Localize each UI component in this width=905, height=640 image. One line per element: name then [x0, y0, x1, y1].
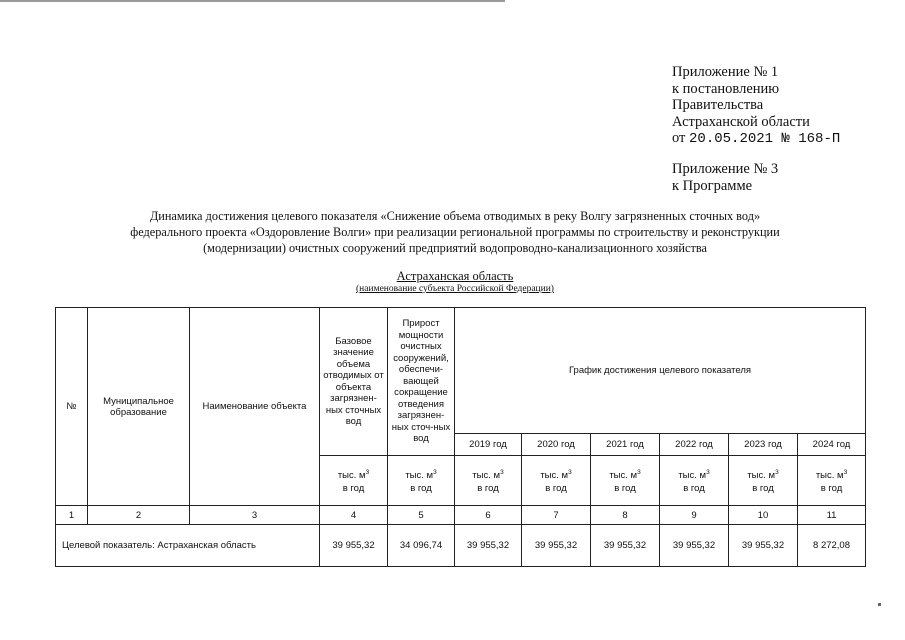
value-cell: 39 955,32 [320, 525, 388, 567]
appendix-1-line: Астраханской области [672, 113, 810, 130]
column-number: 4 [320, 506, 388, 525]
subject-name: Астраханская область [396, 269, 514, 283]
column-number: 3 [190, 506, 320, 525]
appendix-3-line: к Программе [672, 177, 753, 194]
unit-cell: тыс. $м^3$ в год [388, 456, 455, 506]
schedule-header: График достижения целевого показателя [455, 308, 866, 434]
value-cell: 39 955,32 [455, 525, 522, 567]
column-number: 10 [729, 506, 798, 525]
unit-cell: тыс. $м^3$ в год [522, 456, 591, 506]
column-number: 5 [388, 506, 455, 525]
header-row [56, 308, 866, 434]
date-prefix: от [672, 130, 690, 146]
appendix-1-block [672, 64, 840, 148]
year-header: 2023 год [729, 434, 798, 456]
top-rule [0, 0, 505, 2]
col-header-base-value: Базовое значение объема отводимых от объекта загрязнен-ных сточных вод [320, 308, 388, 456]
column-number: 6 [455, 506, 522, 525]
year-header: 2020 год [522, 434, 591, 456]
appendix-1-date-line [672, 130, 840, 148]
value-cell: 8 272,08 [798, 525, 866, 567]
year-header: 2024 год [798, 434, 866, 456]
unit-cell: тыс. $м^3$ в год [660, 456, 729, 506]
value-cell: 39 955,32 [660, 525, 729, 567]
subject-caption: (наименование субъекта Российской Федерации) [356, 284, 554, 294]
appendix-3-block [672, 161, 778, 194]
appendix-1-line: Правительства [672, 97, 764, 113]
scan-mark [878, 603, 881, 606]
subject-block [300, 270, 610, 296]
col-header-municipality: Муниципальное образование [88, 308, 190, 506]
unit-cell: тыс. $м^3$ в год [455, 456, 522, 506]
unit-cell: тыс. $м^3$ в год [798, 456, 866, 506]
column-number: 1 [56, 506, 88, 525]
year-header: 2021 год [591, 434, 660, 456]
column-number: 8 [591, 506, 660, 525]
year-header: 2022 год [660, 434, 729, 456]
target-indicator-table [55, 307, 866, 567]
target-row [56, 525, 866, 567]
appendix-1-line: Приложение № 1 [672, 64, 779, 80]
col-header-object: Наименование объекта [190, 308, 320, 506]
column-number-row [56, 506, 866, 525]
col-header-capacity-growth: Прирост мощности очистных сооружений, обеспечи-вающей сокращение отведения загрязнен-ных сточ-ных вод [388, 308, 455, 456]
unit-cell: тыс. $м^3$ в год [591, 456, 660, 506]
heading-line: федерального проекта «Оздоровление Волги» при реализации региональной программы по строительству и реконструкции [130, 225, 780, 239]
appendix-3-line: Приложение № 3 [672, 161, 779, 177]
heading-line: Динамика достижения целевого показателя «Снижение объема отводимых в реку Волгу загрязненных сточных вод» [149, 209, 761, 223]
appendix-1-line: к постановлению [672, 80, 780, 97]
column-number: 2 [88, 506, 190, 525]
value-cell: 39 955,32 [729, 525, 798, 567]
value-cell: 39 955,32 [522, 525, 591, 567]
unit-cell: тыс. $м^3$ в год [320, 456, 388, 506]
col-header-no: № [56, 308, 88, 506]
unit-cell: тыс. $м^3$ в год [729, 456, 798, 506]
value-cell: 39 955,32 [591, 525, 660, 567]
year-header: 2019 год [455, 434, 522, 456]
column-number: 11 [798, 506, 866, 525]
resolution-date: 20.05.2021 № 168-П [689, 131, 841, 147]
column-number: 7 [522, 506, 591, 525]
value-cell: 34 096,74 [388, 525, 455, 567]
column-number: 9 [660, 506, 729, 525]
target-row-label: Целевой показатель: Астраханская область [56, 525, 320, 567]
heading-line: (модернизации) очистных сооружений предприятий водопроводно-канализационного хозяйства [203, 241, 707, 255]
document-heading [70, 208, 840, 256]
